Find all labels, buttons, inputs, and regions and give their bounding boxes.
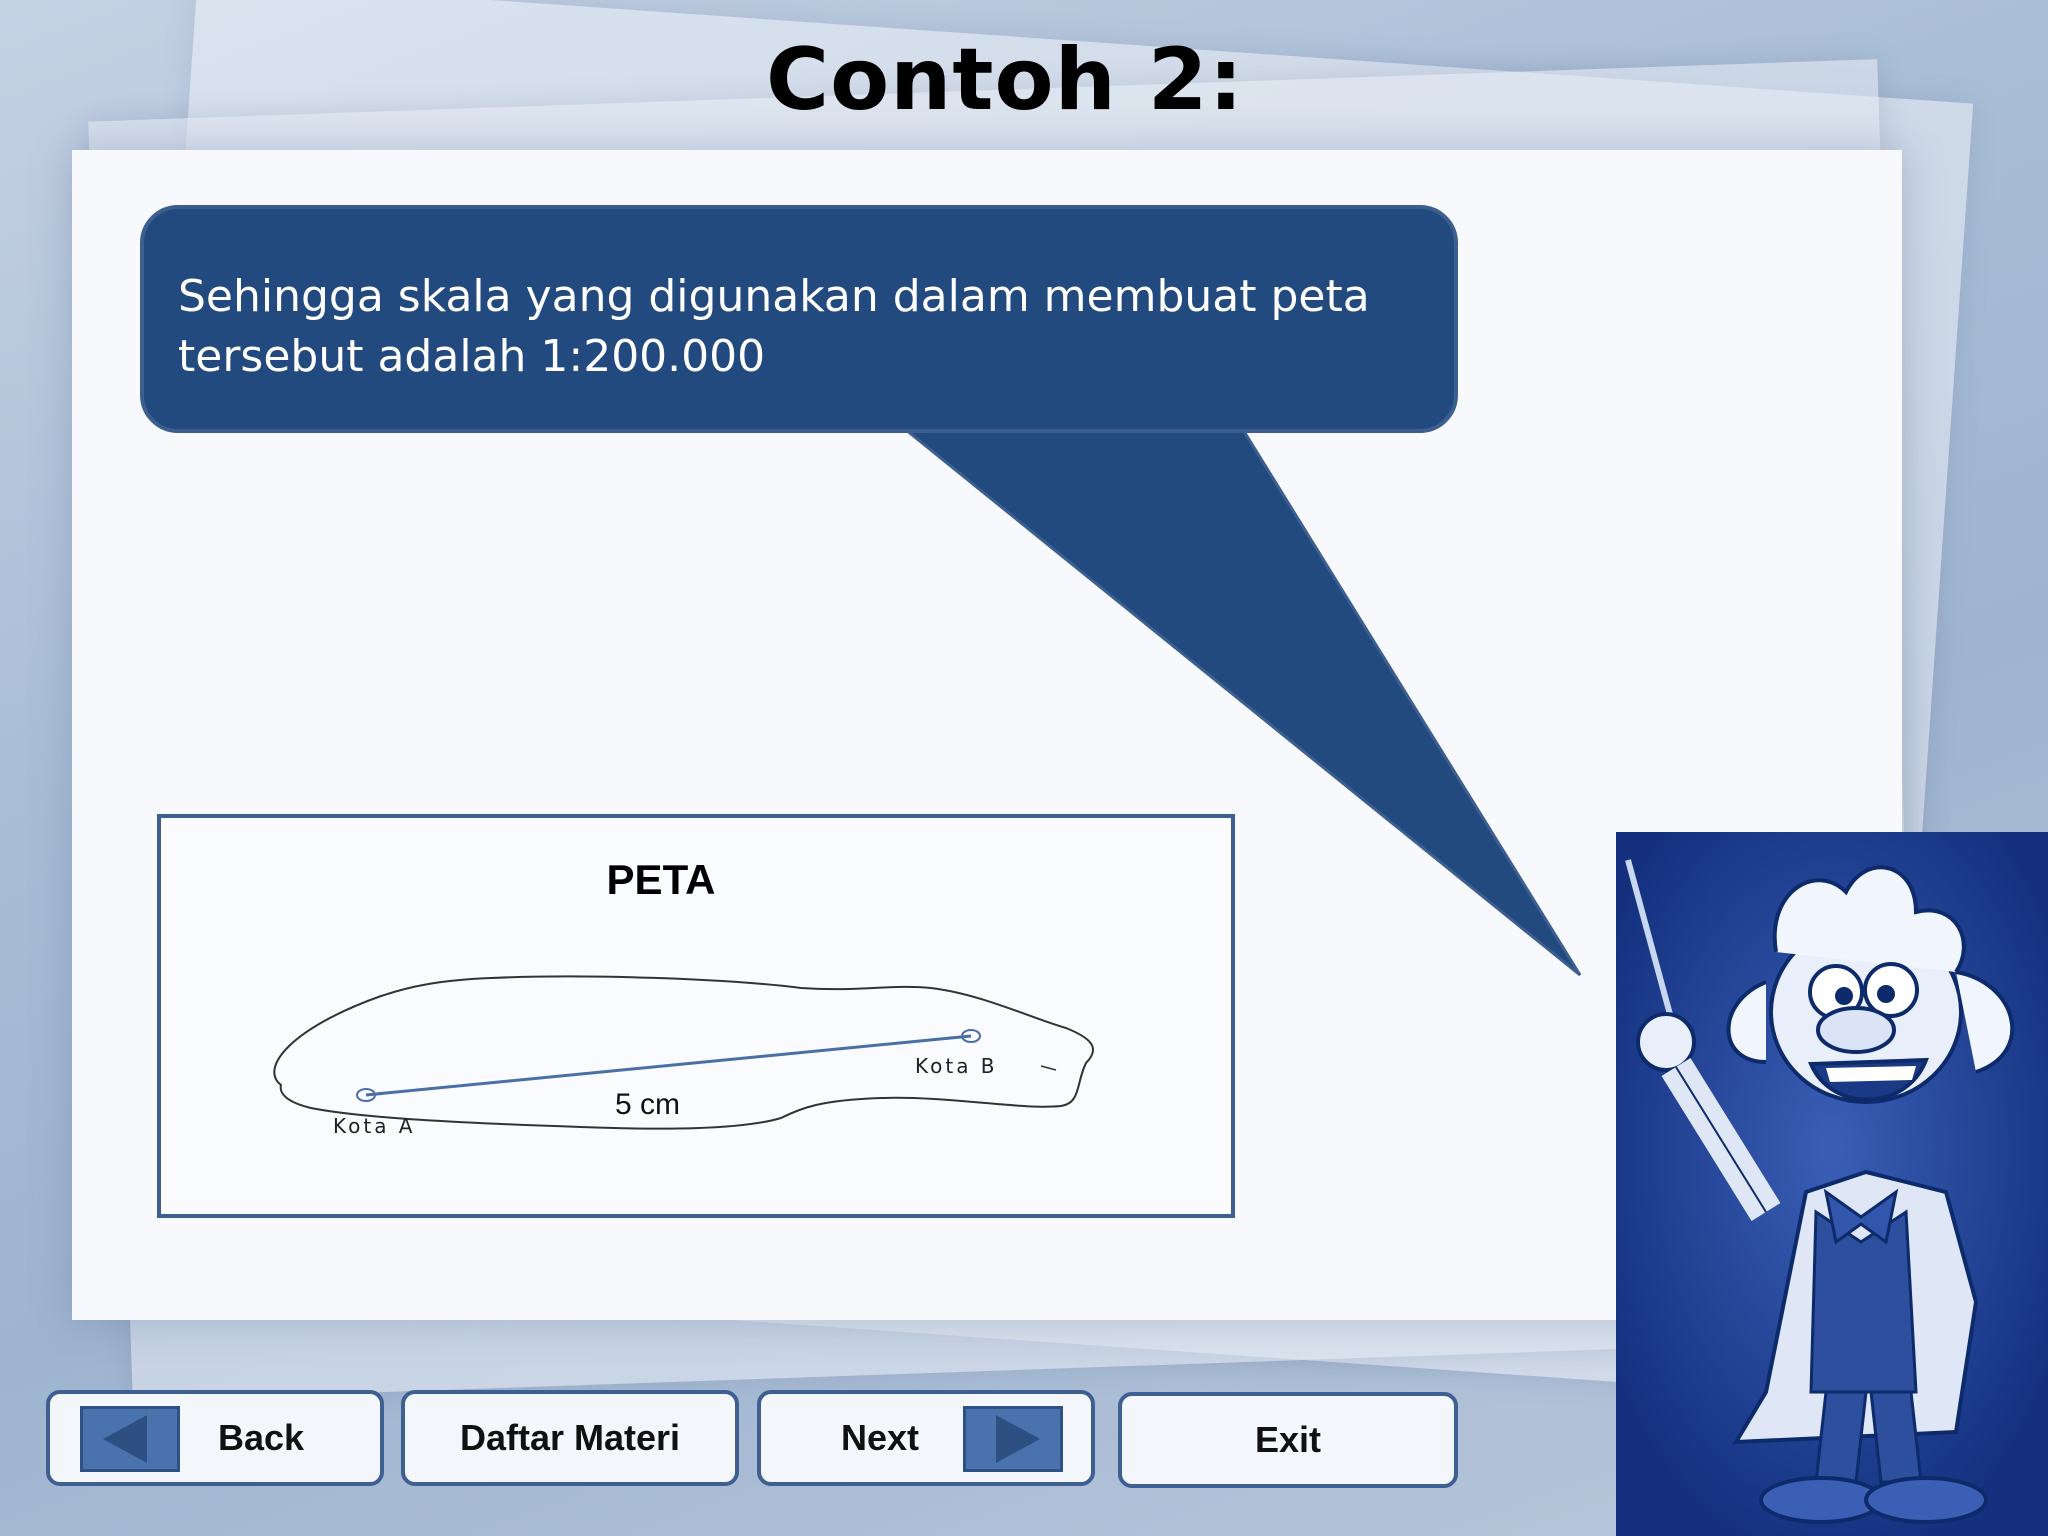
next-button[interactable]	[757, 1390, 1095, 1486]
distance-line	[366, 1036, 971, 1095]
daftar-materi-button[interactable]	[401, 1390, 739, 1486]
map-title: PETA	[606, 856, 716, 903]
callout-bubble	[140, 205, 1458, 433]
map-drawing	[161, 818, 1231, 1214]
back-button-label: Back	[218, 1417, 305, 1458]
distance-label: 5 cm	[615, 1088, 681, 1121]
callout-text: Sehingga skala yang digunakan dalam membuat peta tersebut adalah 1:200.000	[178, 271, 1370, 382]
map-box	[157, 814, 1235, 1218]
back-button[interactable]	[46, 1390, 384, 1486]
land-outline	[274, 976, 1093, 1128]
exit-button-label: Exit	[1254, 1419, 1322, 1460]
arrow-left-icon	[80, 1406, 180, 1472]
arrow-right-icon	[963, 1406, 1063, 1472]
next-button-label: Next	[841, 1417, 920, 1458]
city-a-label: Kota A	[333, 1114, 416, 1138]
city-b-label: Kota B	[915, 1054, 998, 1078]
daftar-materi-label: Daftar Materi	[459, 1417, 681, 1458]
professor-illustration	[1616, 832, 2048, 1536]
slide-title: Contoh 2:	[765, 30, 1244, 130]
exit-button[interactable]	[1118, 1392, 1458, 1488]
